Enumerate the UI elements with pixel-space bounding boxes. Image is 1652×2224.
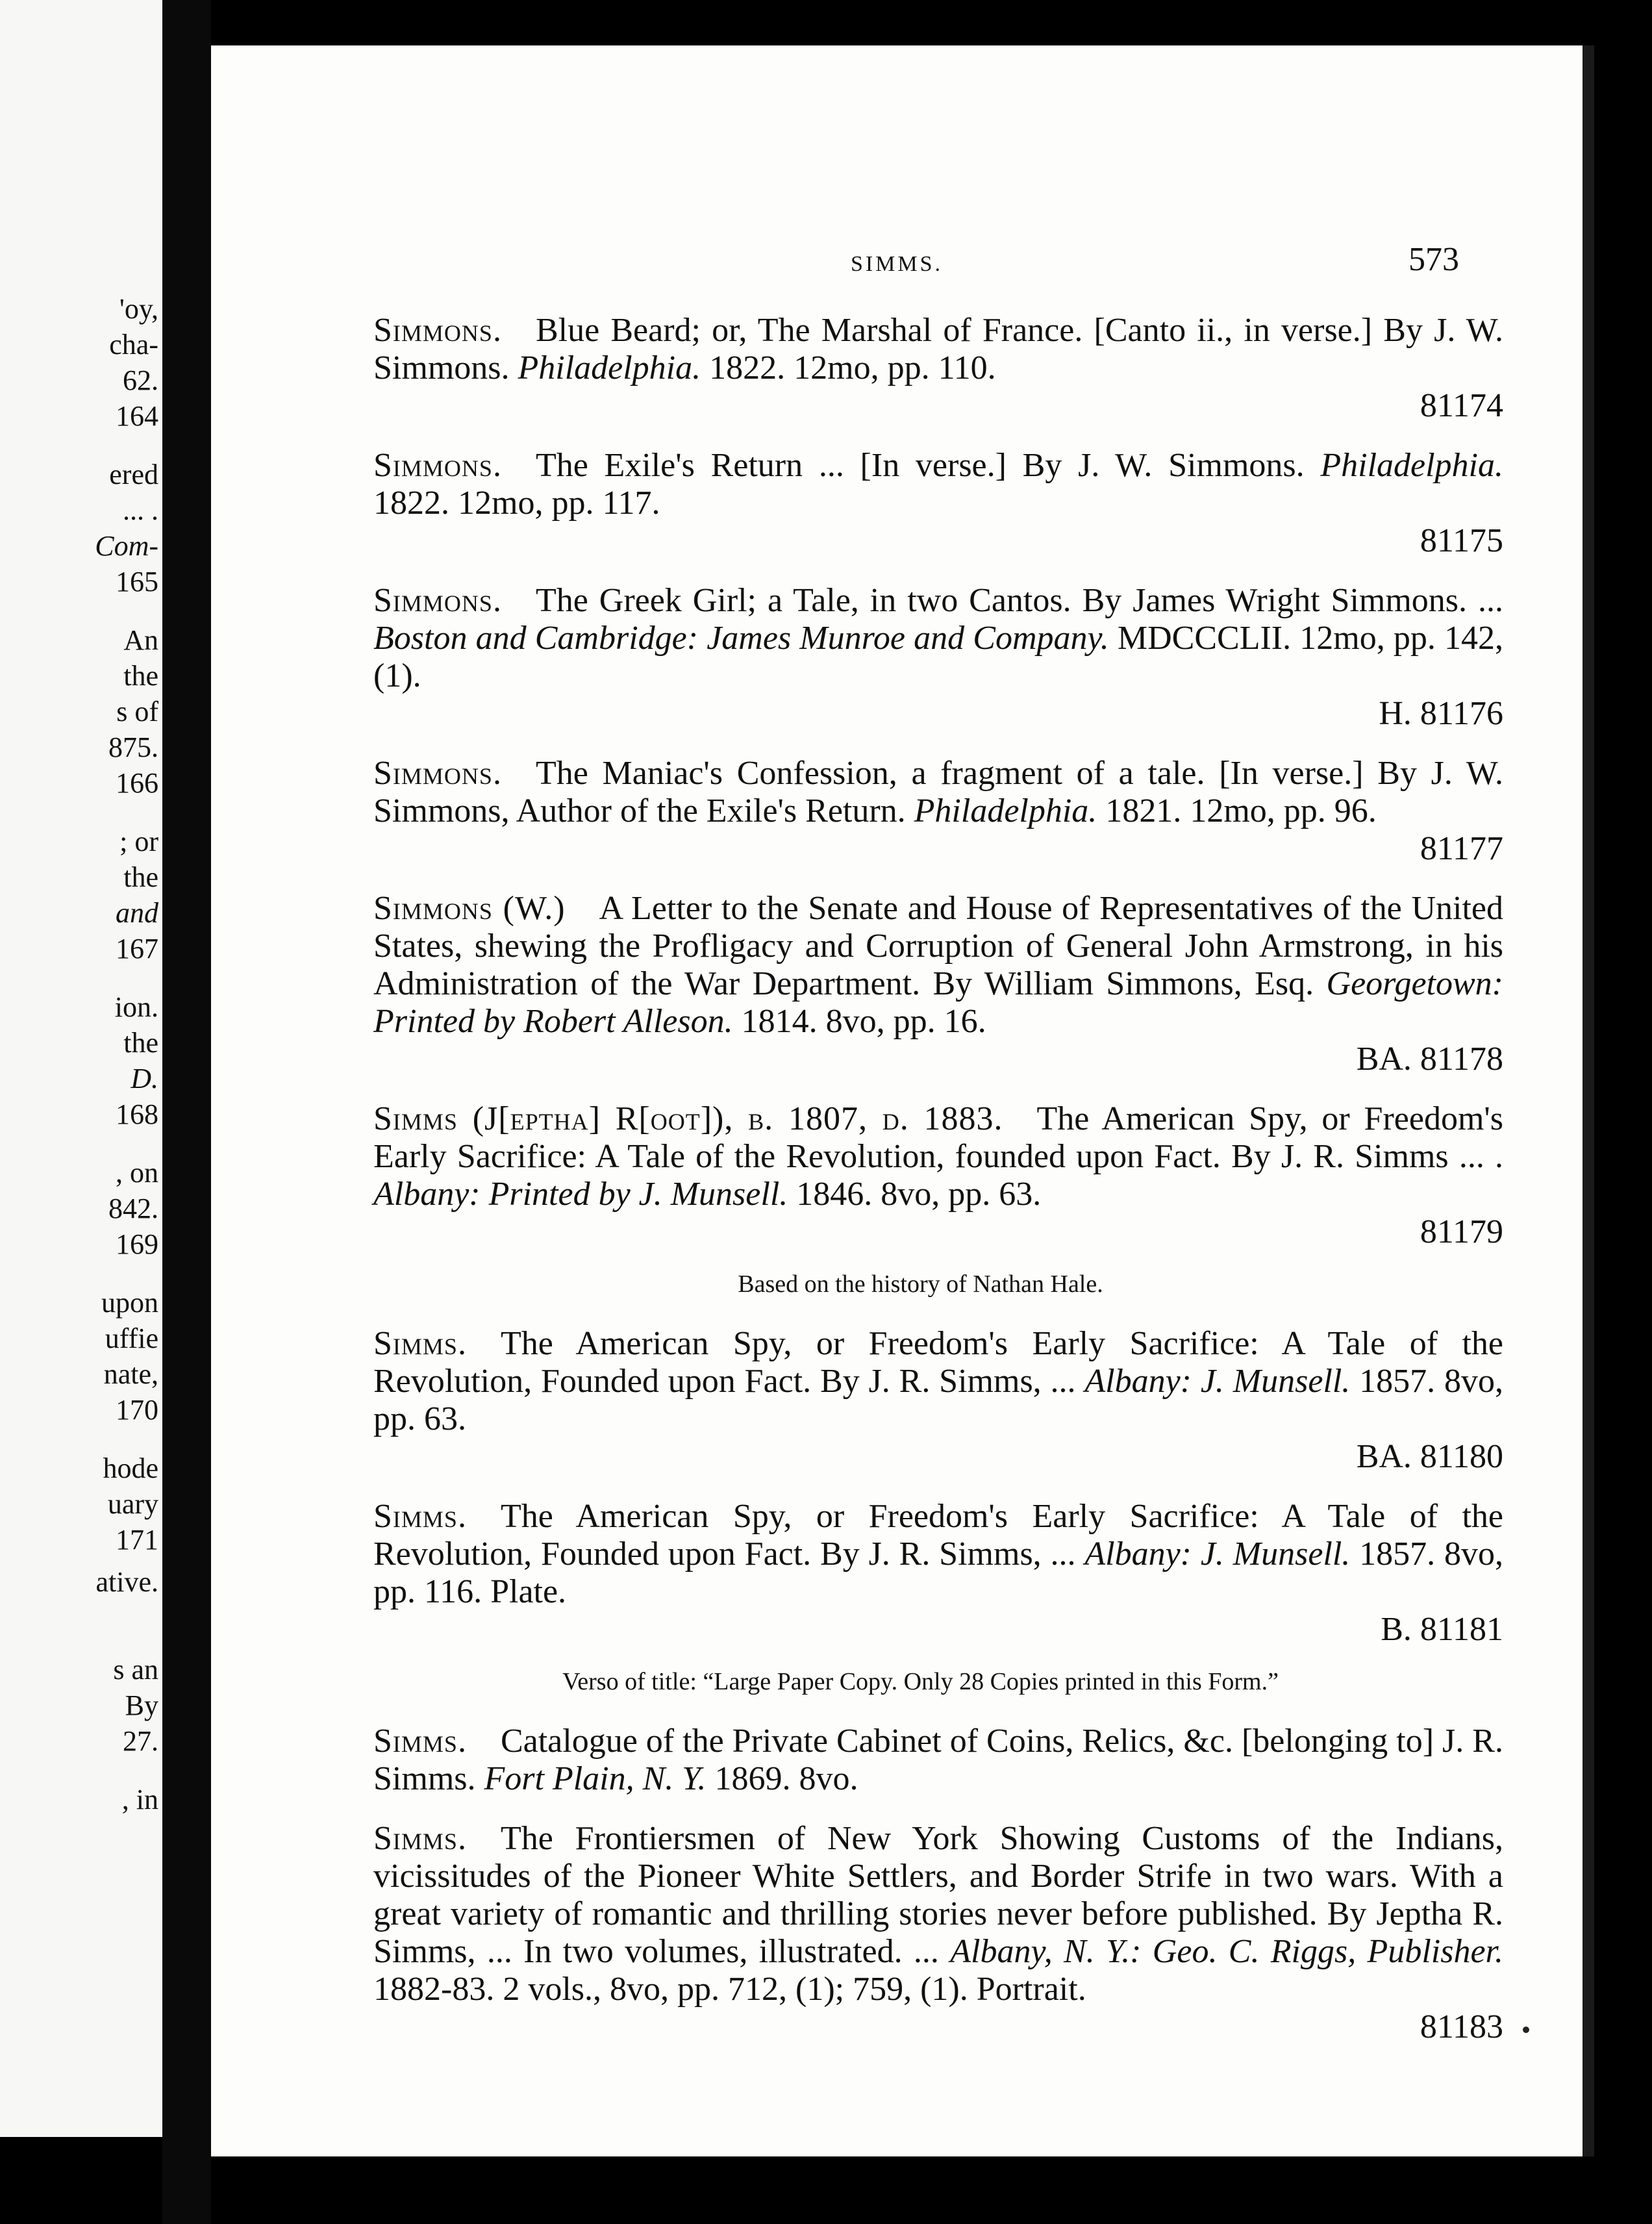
facing-page-text: the	[123, 861, 158, 893]
facing-page-text: uary	[107, 1488, 158, 1520]
entry-heading: Simmons (W.)	[373, 890, 566, 927]
entry-note: Verso of title: “Large Paper Copy. Only 28 Copies printed in this Form.”	[562, 1668, 1279, 1695]
entry-number: 81183	[1420, 2008, 1503, 2045]
entry-heading: Simms.	[373, 1723, 467, 1760]
entry-heading: Simms.	[373, 1820, 467, 1857]
entry-imprint: Fort Plain, N. Y.	[484, 1760, 707, 1797]
facing-page-text: ; or	[119, 826, 158, 857]
catalogue-entry	[338, 890, 1503, 1078]
facing-page-text: s an	[113, 1654, 158, 1686]
facing-page-text: and	[116, 897, 158, 929]
facing-page-text: D.	[131, 1063, 158, 1094]
catalogue-entry	[338, 1498, 1503, 1649]
facing-page-text: ion.	[114, 991, 158, 1023]
facing-page-text: 27.	[123, 1725, 158, 1757]
facing-page-text: 'oy,	[119, 293, 158, 325]
entry-title: The Exile's Return ... [In verse.] By J. W. Simmons.	[535, 447, 1321, 484]
entry-title: The American Spy, or Freedom's Early Sacrifice: A Tale of the Revolution, Founded upon Fact. By J. R. Simms, ...	[373, 1325, 1503, 1400]
entry-imprint: Philadelphia.	[914, 792, 1097, 829]
entry-text	[338, 1100, 1503, 1213]
entry-collation: 1822. 12mo, pp. 117.	[373, 485, 660, 522]
catalogue-entry	[338, 1820, 1503, 2046]
entry-title: The American Spy, or Freedom's Early Sacrifice: A Tale of the Revolution, founded upon Fact. By J. R. Simms ... .	[373, 1100, 1503, 1175]
entry-text	[338, 890, 1503, 1041]
facing-page-text: 165	[116, 566, 158, 598]
facing-page-text: 168	[116, 1098, 158, 1130]
facing-page-text: 170	[116, 1394, 158, 1426]
entry-imprint: Georgetown: Printed by Robert Alleson.	[373, 965, 1503, 1040]
page-speck	[1523, 2027, 1529, 2033]
entry-title: Blue Beard; or, The Marshal of France. [Canto ii., in verse.] By J. W. Simmons.	[373, 312, 1503, 386]
facing-page-text: ered	[109, 459, 158, 490]
entry-collation: 1821. 12mo, pp. 96.	[1097, 792, 1377, 829]
entry-imprint: Boston and Cambridge: James Munroe and Company.	[373, 620, 1109, 657]
entry-text	[338, 1498, 1503, 1611]
entry-number: BA. 81180	[1356, 1438, 1503, 1475]
catalogue-entry	[338, 1100, 1503, 1251]
running-head: SIMMS.	[850, 252, 944, 276]
facing-page-text: 166	[116, 767, 158, 799]
facing-page-text: By	[125, 1689, 158, 1721]
catalogue-entry	[338, 582, 1503, 733]
catalogue-entry	[338, 312, 1503, 425]
facing-page-text: ative.	[95, 1566, 158, 1598]
facing-page-text: 167	[116, 933, 158, 965]
entry-number: 81175	[1420, 522, 1503, 559]
entry-title: The Greek Girl; a Tale, in two Cantos. By James Wright Simmons. ...	[535, 582, 1503, 619]
facing-page-text: 169	[116, 1228, 158, 1260]
catalogue-entry	[338, 447, 1503, 560]
catalogue-entry	[338, 1325, 1503, 1476]
catalogue-entry	[338, 1723, 1503, 1798]
entry-collation: 1857. 8vo, pp. 63.	[373, 1363, 1504, 1437]
facing-page-text: hode	[103, 1452, 158, 1484]
entry-collation: 1814. 8vo, pp. 16.	[732, 1003, 986, 1040]
facing-page-text: the	[123, 1027, 158, 1059]
entry-imprint: Albany: J. Munsell.	[1084, 1363, 1351, 1400]
facing-page-text: s of	[116, 696, 158, 727]
facing-page-text: , on	[116, 1157, 158, 1189]
book-gutter	[162, 0, 211, 2224]
catalogue-entry	[338, 755, 1503, 868]
entry-title: The Frontiersmen of New York Showing Customs of the Indians, vicissitudes of the Pioneer White Settlers, and Border Strife in two wars. With a great variety of romantic and thrilling stories never before published. By Jeptha R. Simms, ... In two volumes, illustrated. ...	[373, 1820, 1503, 1970]
entry-text	[338, 1325, 1503, 1438]
entry-title: The Maniac's Confession, a fragment of a tale. [In verse.] By J. W. Simmons, Author of the Exile's Return.	[373, 755, 1503, 829]
entry-imprint: Philadelphia.	[518, 349, 701, 386]
facing-page-text: 842.	[108, 1193, 158, 1224]
entry-imprint: Philadelphia.	[1320, 447, 1503, 484]
facing-page-text: uffie	[105, 1322, 158, 1354]
entry-text	[338, 1820, 1503, 2008]
facing-page-text: 171	[116, 1524, 158, 1556]
entry-title: A Letter to the Senate and House of Representatives of the United States, shewing the Profligacy and Corruption of General John Armstrong, in his Administration of the War Department. By William Simmons, Esq.	[373, 890, 1503, 1002]
facing-page-text: An	[123, 624, 158, 656]
bibliography-entries	[338, 312, 1503, 2068]
entry-number: H. 81176	[1379, 695, 1503, 732]
facing-page-text: 62.	[123, 364, 158, 396]
facing-page-text: cha-	[109, 329, 158, 360]
entry-heading: Simmons.	[373, 582, 502, 619]
entry-note: Based on the history of Nathan Hale.	[738, 1270, 1103, 1298]
entry-heading: Simmons.	[373, 447, 502, 484]
entry-imprint: Albany: Printed by J. Munsell.	[373, 1176, 788, 1213]
entry-heading: Simmons.	[373, 312, 502, 349]
entry-collation: 1869. 8vo.	[706, 1760, 858, 1797]
facing-page-text: Com-	[95, 530, 158, 562]
facing-page-text: nate,	[103, 1358, 158, 1390]
entry-number: B. 81181	[1381, 1611, 1503, 1648]
entry-collation: 1846. 8vo, pp. 63.	[788, 1176, 1042, 1213]
entry-number: 81179	[1420, 1213, 1503, 1250]
entry-heading: Simmons.	[373, 755, 502, 792]
entry-title: Catalogue of the Private Cabinet of Coins, Relics, &c. [belonging to] J. R. Simms.	[373, 1723, 1503, 1797]
entry-imprint: Albany, N. Y.: Geo. C. Riggs, Publisher.	[950, 1933, 1503, 1970]
page-header	[211, 240, 1583, 292]
facing-page-text: ... .	[123, 494, 158, 526]
facing-page-text: 875.	[108, 731, 158, 763]
entry-collation: 1882-83. 2 vols., 8vo, pp. 712, (1); 759, (1). Portrait.	[373, 1971, 1086, 2008]
entry-number: 81174	[1420, 387, 1503, 424]
entry-text	[338, 582, 1503, 695]
entry-number: BA. 81178	[1356, 1041, 1503, 1078]
entry-text	[338, 312, 1503, 387]
entry-text	[338, 1723, 1503, 1798]
entry-heading: Simms (J[eptha] R[oot]), b. 1807, d. 1883.	[373, 1100, 1003, 1137]
entry-title: The American Spy, or Freedom's Early Sacrifice: A Tale of the Revolution, Founded upon Fact. By J. R. Simms, ...	[373, 1498, 1503, 1573]
entry-heading: Simms.	[373, 1325, 467, 1362]
entry-text	[338, 447, 1503, 522]
entry-number: 81177	[1420, 830, 1503, 867]
facing-page-text: the	[123, 660, 158, 692]
entry-heading: Simms.	[373, 1498, 467, 1535]
page-number: 573	[1408, 241, 1459, 278]
facing-page-text: , in	[121, 1784, 158, 1815]
entry-text	[338, 755, 1503, 830]
book-page	[211, 45, 1594, 2156]
entry-imprint: Albany: J. Munsell.	[1084, 1535, 1351, 1573]
facing-page-text: upon	[101, 1287, 158, 1319]
facing-page-text: 164	[116, 400, 158, 432]
entry-collation: 1857. 8vo, pp. 116. Plate.	[373, 1535, 1504, 1610]
entry-collation: 1822. 12mo, pp. 110.	[701, 349, 996, 386]
entry-collation: MDCCCLII. 12mo, pp. 142, (1).	[373, 620, 1503, 694]
facing-page-fragment	[0, 0, 166, 2137]
